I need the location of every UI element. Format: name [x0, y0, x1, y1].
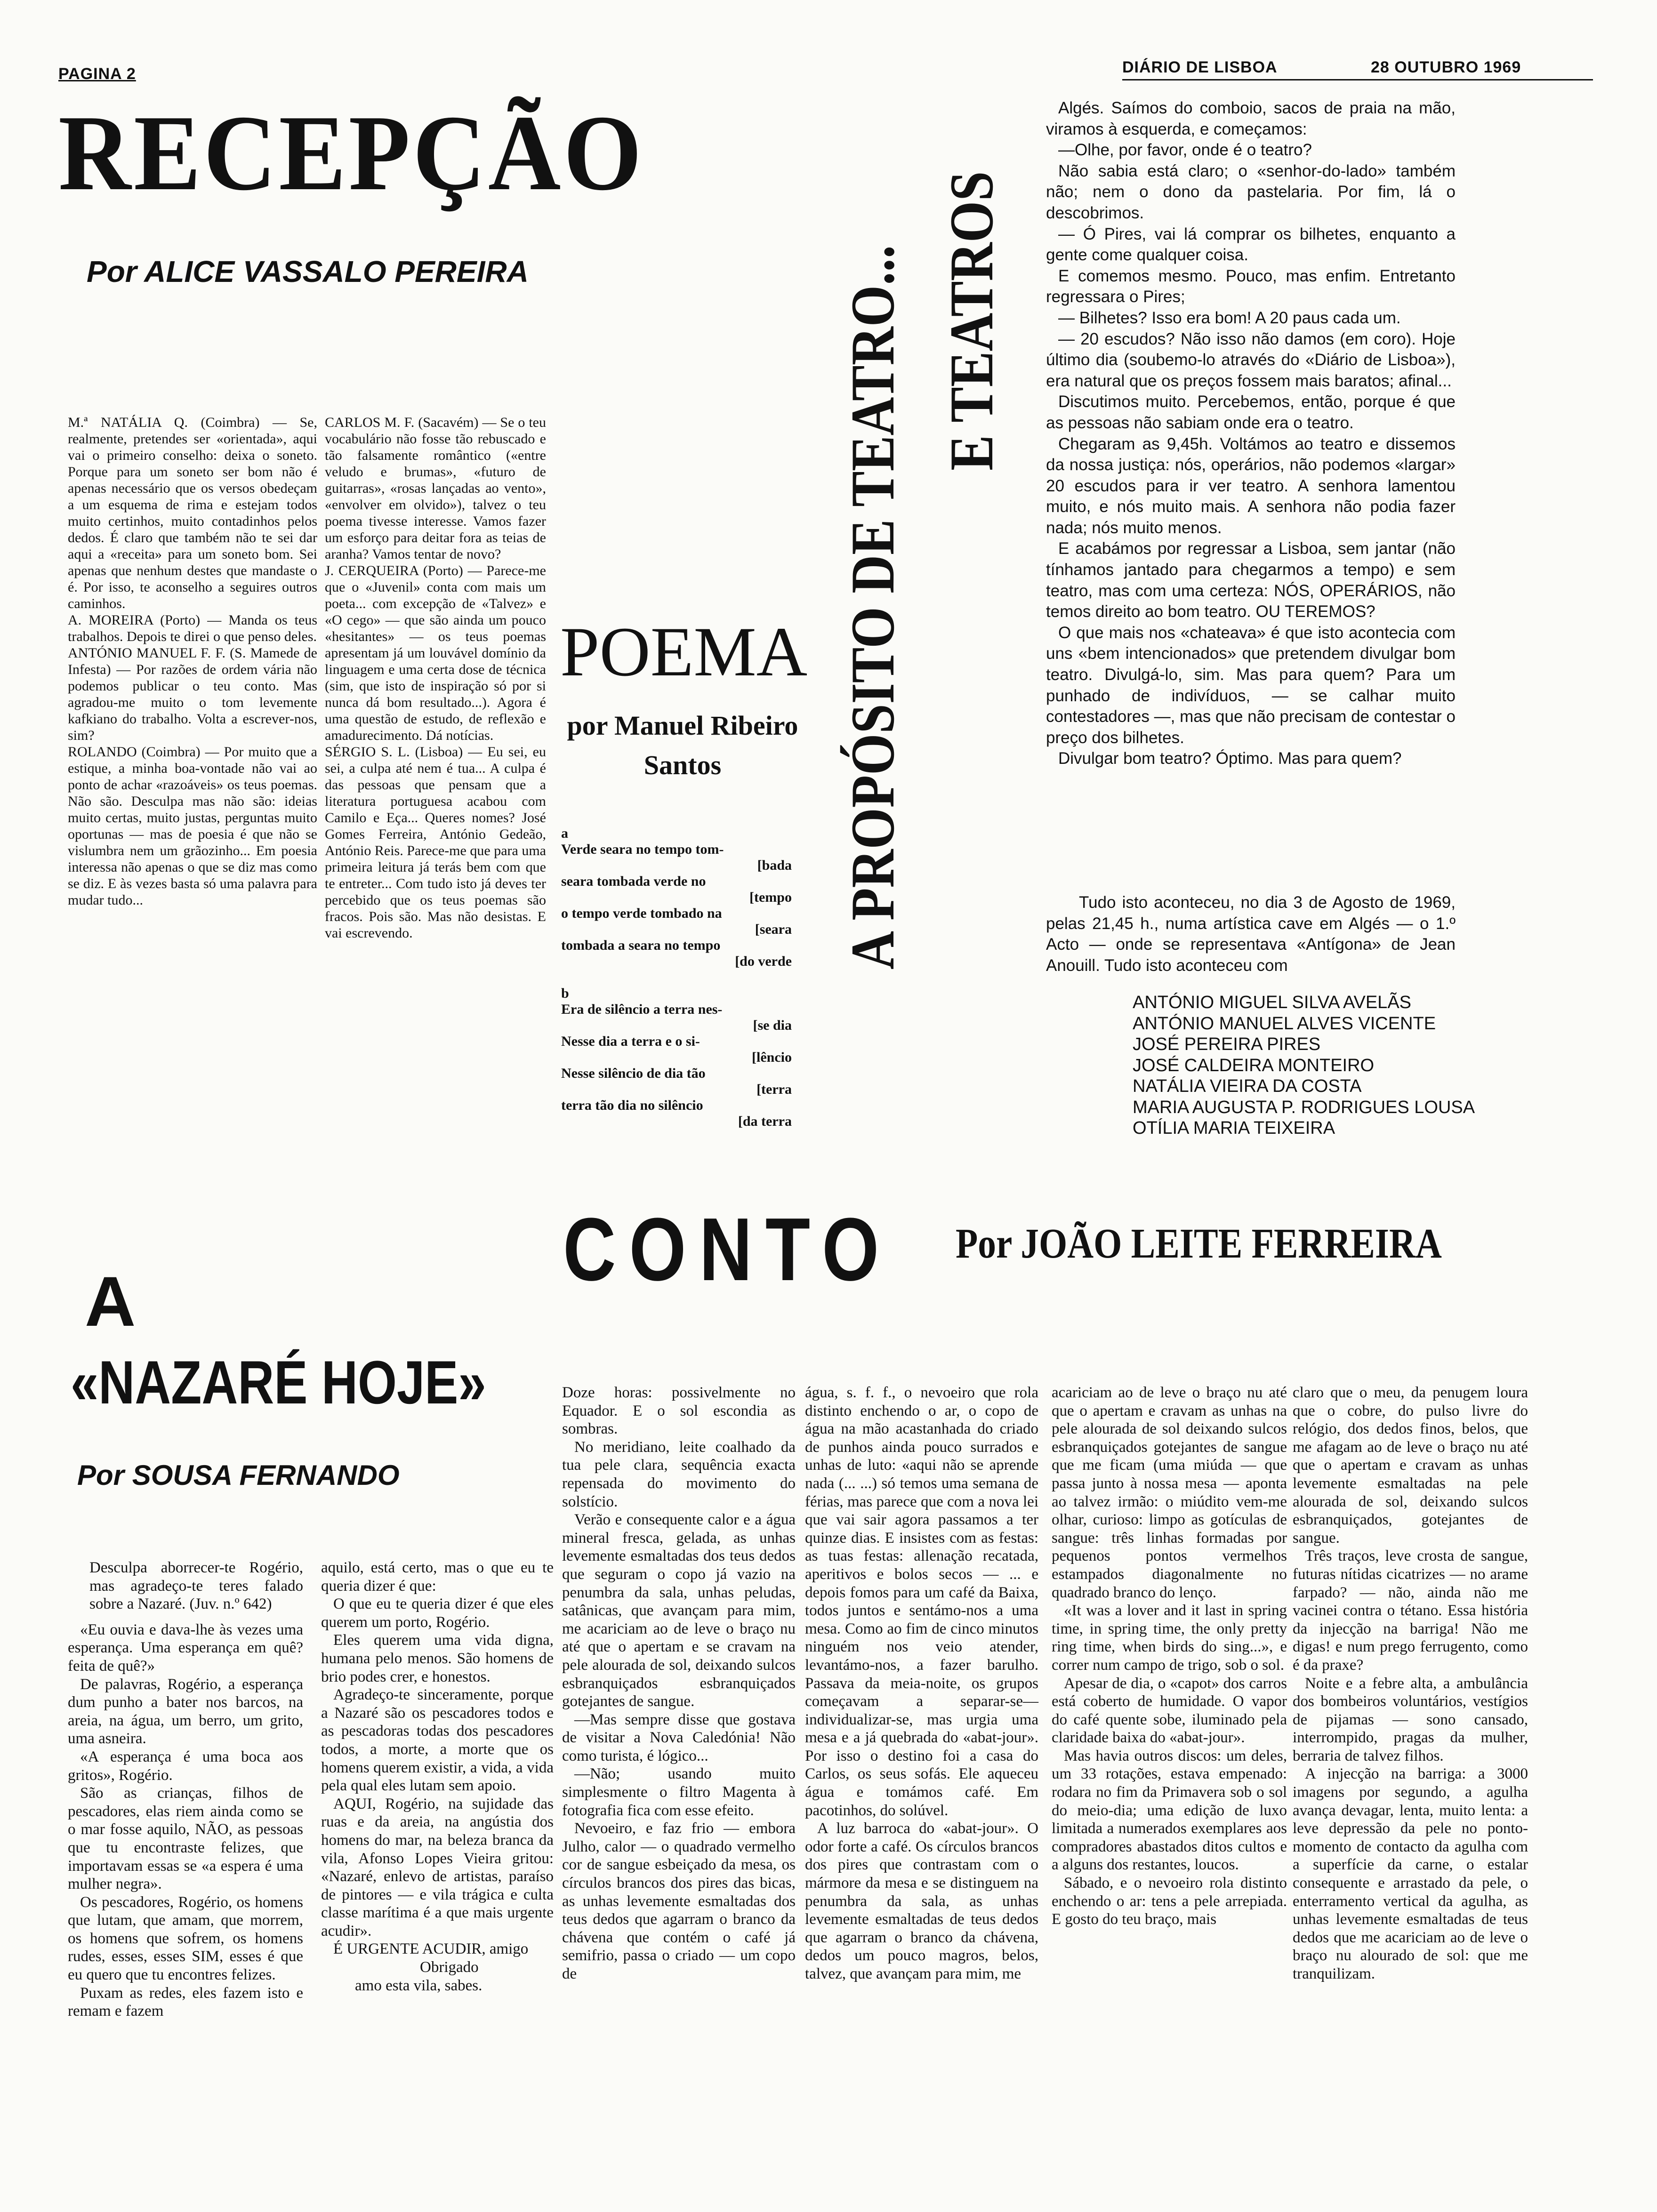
poema-byline — [560, 706, 805, 785]
conto-paragraph: Nevoeiro, e faz frio — embora Julho, calor — o quadrado vermelho cor de sangue esbeiçado da mesa, os círculos brancos dos pires das bicas, as unhas levemente esmaltadas dos teus dedos que agarram o branco da chávena que contém o café já semifrio, passa o criado — um copo de — [562, 1820, 796, 1982]
poem-line: [do verde — [735, 954, 792, 969]
poem-line: Verde seara no tempo tom- — [561, 842, 724, 857]
nazare-column-1 — [68, 1559, 303, 2020]
conto-paragraph: Noite e a febre alta, a ambulância dos bombeiros voluntários, vestígios de pijamas — sono cansado, interrompido, pragas da mulher, berraria de talvez filhos. — [1293, 1675, 1528, 1764]
conto-paragraph: No meridiano, leite coalhado da tua pele clara, sequência exacta repensada do movimento do solstício. — [562, 1438, 796, 1510]
poem-line: seara tombada verde no — [561, 874, 706, 889]
nazare-paragraph: Agradeço-te sinceramente, porque a Nazaré são os pescadores todos e as pescadoras todas dos pescadores todos, a morte, a morte que os homens querem existir, a vida, a vida pela qual eles lutam sem apoio. — [321, 1686, 554, 1795]
nazare-paragraph: Desculpa aborrecer-te Rogério, mas agradeço-te teres falado sobre a Nazaré. (Juv. n.º 642) — [89, 1559, 303, 1613]
poem-section-mark: b — [561, 986, 569, 1001]
teatro-paragraph: Discutimos muito. Percebemos, então, porque é que as pessoas não sabiam onde era o teatro. — [1046, 393, 1456, 432]
teatro-vertical-title-1: A PROPÓSITO DE TEATRO... — [838, 245, 907, 970]
conto-paragraph: «It was a lover and it last in spring time, in spring time, the only pretty ring time, when birds do sing...», e correr num campo de trigo, sob o sol. — [1052, 1602, 1287, 1674]
conto-paragraph: claro que o meu, da penugem loura que o cobre, do pulso livre do relógio, dos dedos finos, belos, que me afagam ao de leve o braço nu até que o apertam e cravam as unhas levemente esmaltadas na pele alourada de sol, deixando sulcos esbranquiçados, gotejantes de sangue. — [1293, 1384, 1528, 1547]
signatory-name: MARIA AUGUSTA P. RODRIGUES LOUSA — [1133, 1097, 1475, 1117]
conto-byline: Por JOÃO LEITE FERREIRA — [956, 1220, 1442, 1267]
poem-line: [lêncio — [752, 1050, 792, 1065]
teatro-paragraph: Algés. Saímos do comboio, sacos de praia na mão, viramos à esquerda, e começamos: — [1046, 99, 1456, 138]
conto-paragraph: acariciam ao de leve o braço nu até que o apertam e cravam as unhas na pele alourada de sol deixando sulcos esbranquiçados gotejantes de sangue que me ficam (uma miúda — que passa junto à nossa mesa — aponta ao talvez irmão: o miúdito vem-me olhar, curioso: limpo as gotículas de sangue: três linhas formadas por pequenos pontos vermelhos estampados diagonalmente no quadrado branco do lenço. — [1052, 1384, 1287, 1601]
conto-column-3 — [1052, 1384, 1287, 1929]
nazare-byline: Por SOUSA FERNANDO — [77, 1459, 400, 1491]
poem-line: [tempo — [749, 890, 792, 905]
signatory-name: OTÍLIA MARIA TEIXEIRA — [1133, 1118, 1335, 1138]
poem-line: terra tão dia no silêncio — [561, 1098, 703, 1113]
teatro-closing — [1046, 892, 1456, 976]
nazare-column-2 — [321, 1559, 554, 1995]
newspaper-name: DIÁRIO DE LISBOA — [1122, 58, 1278, 76]
poema-title: POEMA — [560, 613, 808, 691]
recepcao-answer: J. CERQUEIRA (Porto) — Parece-me que o «Juvenil» conta com mais um poeta... com excepção de «Talvez» e «O cego» — que são ainda um pouco «hesitantes» — os teus poemas apresentam já um louvável domínio da linguagem e uma certa dose de técnica (sim, que isto de inspiração só por si nunca dá bom resultado...). Agora é uma questão de estudo, de reflexão e amadurecimento. Dá notícias. — [325, 563, 546, 743]
recepcao-answer: ANTÓNIO MANUEL F. F. (S. Mamede de Infesta) — Por razões de ordem vária não podemos publicar o teu conto. Mas agradou-me muito o tom levemente kafkiano do trabalho. Volta a escrever-nos, sim? — [68, 645, 317, 743]
recepcao-answer: M.ª NATÁLIA Q. (Coimbra) — Se, realmente, pretendes ser «orientada», aqui vai o primeiro conselho: deixa o soneto. Porque para um soneto ser bom não é apenas necessário que os versos obedeçam a um esquema de rima e estejam todos muito certinhos, muito contadinhos pelos dedos. É claro que também não te sei dar aqui a «receita» para um soneto bom. Sei apenas que nenhum destes que mandaste o é. Por isso, te aconselho a seguires outros caminhos. — [68, 415, 317, 611]
recepcao-answer: ROLANDO (Coimbra) — Por muito que a estique, a minha boa-vontade não vai ao ponto de achar «razoáveis» os teus poemas. Não são. Desculpa mas não são: ideias muito certas, muito justas, perguntas muito oportunas — mas de poesia é que não se vislumbra nem um grãozinho... Em poesia interessa não apenas o que se diz mas como se diz. E às vezes basta só uma palavra para mudar tudo... — [68, 744, 317, 908]
recepcao-answer: SÉRGIO S. L. (Lisboa) — Eu sei, eu sei, a culpa até nem é tua... A culpa é das pessoas que pensam que a literatura portuguesa acabou com Camilo e Eça... Queres nomes? José Gomes Ferreira, António Gedeão, António Reis. Parece-me que para uma primeira leitura já terás bem com que te entreter... Com tudo isto já deves ter percebido que os teus poemas são fracos. Pois são. Mas não desistas. E vai escrevendo. — [325, 744, 546, 941]
teatro-closing-text: Tudo isto aconteceu, no dia 3 de Agosto de 1969, pelas 21,45 h., numa artística cave em Algés — o 1.º Acto — onde se representava «Antígona» de Jean Anouill. Tudo isto aconteceu com — [1046, 893, 1456, 975]
conto-paragraph: A luz barroca do «abat-jour». O odor forte a café. Os círculos brancos dos pires que contrastam com o mármore da mesa e se distinguem na penumbra da sala, as unhas levemente esmaltadas de teus dedos que agarram o branco da chávena, dedos um pouco magros, belos, talvez, que avançam para mim, me — [805, 1820, 1038, 1982]
conto-paragraph: —Não; usando muito simplesmente o filtro Magenta à fotografia fica com esse efeito. — [562, 1765, 796, 1819]
nazare-paragraph: É URGENTE ACUDIR, amigo — [333, 1940, 529, 1958]
recepcao-answer: CARLOS M. F. (Sacavém) — Se o teu vocabulário não fosse tão rebuscado e tão falsamente romântico («entre veludo e brumas», «futuro de guitarras», «rosas lançadas ao vento», «envolver em olvido»), talvez o teu poema tivesse interesse. Vamos fazer um esforço para deitar fora as teias de aranha? Vamos tentar de novo? — [325, 415, 546, 562]
teatro-paragraph: Não sabia está claro; o «senhor-do-lado» também não; nem o dono da pastelaria. Por fim, lá o descobrimos. — [1046, 161, 1456, 222]
page-label: PAGINA 2 — [58, 65, 136, 83]
issue-date: 28 OUTUBRO 1969 — [1371, 58, 1521, 76]
poem-line: Nesse dia a terra e o si- — [561, 1034, 700, 1049]
conto-paragraph: A injecção na barriga: a 3000 imagens por segundo, a agulha avança devagar, lenta, muito lenta: a leve depressão da pele no ponto-momento de contacto da agulha com a superfície da carne, o estalar consequente e arrastado da pele, o enterramento vertical da agulha, as unhas levemente esmaltadas de teus dedos que me acariciam ao de leve o braço nu alourado de sol: que me tranquilizam. — [1293, 1765, 1528, 1982]
recepcao-column-1 — [68, 414, 317, 908]
conto-title: CONTO — [563, 1200, 893, 1299]
poem-line: [da terra — [738, 1114, 792, 1129]
signatory-name: JOSÉ PEREIRA PIRES — [1133, 1034, 1321, 1054]
poem-line: [seara — [755, 922, 792, 937]
poem-section-mark: a — [561, 825, 568, 841]
recepcao-answer: A. MOREIRA (Porto) — Manda os teus trabalhos. Depois te direi o que penso deles. — [68, 612, 317, 644]
teatro-paragraph: — 20 escudos? Não isso não damos (em coro). Hoje último dia (soubemo-lo através do «Diário de Lisboa»), era natural que os preços fossem mais baratos; afinal... — [1046, 329, 1456, 390]
signatory-name: JOSÉ CALDEIRA MONTEIRO — [1133, 1055, 1375, 1075]
poem-line: o tempo verde tombado na — [561, 906, 722, 921]
nazare-paragraph: aquilo, está certo, mas o que eu te queria dizer é que: — [321, 1559, 554, 1595]
signatory-name: ANTÓNIO MANUEL ALVES VICENTE — [1133, 1013, 1436, 1034]
recepcao-title: RECEPÇÃO — [58, 93, 644, 213]
conto-paragraph: Mas havia outros discos: um deles, um 33 rotações, estava empenado: rodara no fim da Primavera sob o sol do meio-dia; uma edição de luxo limitada a numerados exemplares aos compradores abastados ditos cultos e a alguns dos restantes, loucos. — [1052, 1747, 1287, 1874]
poema-byline-line-1: por Manuel Ribeiro — [567, 710, 798, 741]
poema-byline-line-2: Santos — [643, 750, 722, 780]
recepcao-column-2 — [325, 414, 546, 941]
conto-paragraph: água, s. f. f., o nevoeiro que rola distinto enchendo o ar, o copo de água na mão acastanhada do criado de punhos ainda pouco surrados e unhas de luto: «aqui não se aprende nada (... ...) só temos uma semana de férias, mas parece que com a nova lei que vai sair agora passamos a ter quinze dias. E insistes com as festas: as tuas festas: allenação recatada, aperitivos e bolos secos — ... e depois fomos para um café da Baixa, todos juntos e sentámo-nos a uma mesa. Como ao fim de cinco minutos ninguém nos veio atender, levantámo-nos, a fazer barulho. Passava da meia-noite, os grupos começavam a separar-se—individualizar-se, mas urgia uma mesa e a já quebrada do «abat-jour». Por isso o destino foi a casa do Carlos, os seus sofás. Ele aqueceu água e tomámos café. Em pacotinhos, do solúvel. — [805, 1384, 1038, 1819]
poem-line: [bada — [757, 858, 792, 873]
nazare-closing-2: amo esta vila, sabes. — [355, 1977, 483, 1994]
signatory-name: NATÁLIA VIEIRA DA COSTA — [1133, 1076, 1362, 1096]
header-rule — [1122, 79, 1593, 80]
poem-line: [se dia — [753, 1018, 792, 1033]
poem-line: tombada a seara no tempo — [561, 938, 721, 953]
teatro-paragraph: Divulgar bom teatro? Óptimo. Mas para quem? — [1058, 749, 1402, 768]
conto-column-4 — [1293, 1384, 1528, 1983]
nazare-paragraph: De palavras, Rogério, a esperança dum punho a bater nos barcos, na areia, na água, um berro, um grito, uma asneira. — [68, 1675, 303, 1747]
nazare-closing: Obrigado — [420, 1959, 479, 1976]
nazare-title-line-2: «NAZARÉ HOJE» — [71, 1348, 486, 1417]
recepcao-byline: Por ALICE VASSALO PEREIRA — [87, 255, 529, 289]
conto-paragraph: Sábado, e o nevoeiro rola distinto enchendo o ar: tens a pele arrepiada. E gosto do teu braço, mais — [1052, 1875, 1287, 1928]
poem-line: Era de silêncio a terra nes- — [561, 1002, 723, 1017]
teatro-paragraph: E acabámos por regressar a Lisboa, sem jantar (não tínhamos jantado para chegarmos a tempo) e sem teatro, mas com uma certeza: NÓS, OPERÁRIOS, não temos direito ao bom teatro. OU TEREMOS? — [1046, 539, 1456, 621]
teatro-paragraph: O que mais nos «chateava» é que isto acontecia com uns «bem intencionados» que pretendem divulgar bom teatro. Divulgá-lo, sim. Mas para quem? Para um punhado de indivíduos, — se calhar muito contestadores —, mas que não precisam de contestar o preço dos bilhetes. — [1046, 623, 1456, 747]
nazare-paragraph: AQUI, Rogério, na sujidade das ruas e da areia, na angústia dos homens do mar, na beleza branca da vila, Afonso Lopes Vieira gritou: «Nazaré, enlevo de artistas, paraíso de pintores — e vila trágica e culta classe marítima é a que mais urgente acudir». — [321, 1795, 554, 1940]
conto-paragraph: Três traços, leve crosta de sangue, futuras nítidas cicatrizes — no arame farpado? — não, ainda não me vacinei contra o tétano. Essa história da injecção na barriga! Não me digas! e num prego ferrugento, como é da praxe? — [1293, 1547, 1528, 1674]
poem-line: Nesse silêncio de dia tão — [561, 1066, 706, 1081]
conto-column-2 — [805, 1384, 1038, 1983]
teatro-paragraph: Chegaram as 9,45h. Voltámos ao teatro e dissemos da nossa justiça: nós, operários, não podemos «largar» 20 escudos para ir ver teatro. A senhora lamentou muito, e nós muito mais. A senhora não podia fazer nada; nós muito menos. — [1046, 434, 1456, 537]
poem-text — [561, 825, 792, 1130]
conto-column-1 — [562, 1384, 796, 1983]
signatory-list — [1133, 992, 1475, 1139]
nazare-paragraph: Eles querem uma vida digna, humana pelo menos. São homens de brio podes crer, e honestos. — [321, 1632, 554, 1685]
teatro-vertical-title-2: E TEATROS — [937, 171, 1006, 471]
teatro-paragraph: —Olhe, por favor, onde é o teatro? — [1058, 141, 1312, 160]
teatro-article — [1046, 98, 1456, 769]
conto-paragraph: —Mas sempre disse que gostava de visitar a Nova Caledónia! Não como turista, é lógico... — [562, 1711, 796, 1764]
nazare-paragraph: Os pescadores, Rogério, os homens que lutam, que amam, que morrem, os homens que sofrem, os homens rudes, esses, esses SIM, esses é que eu quero que tu encontres felizes. — [68, 1893, 303, 1984]
poem-line: [terra — [756, 1082, 792, 1097]
teatro-paragraph: — Ó Pires, vai lá comprar os bilhetes, enquanto a gente come qualquer coisa. — [1046, 224, 1456, 264]
nazare-paragraph: O que eu te queria dizer é que eles querem um porto, Rogério. — [321, 1595, 554, 1631]
conto-paragraph: Verão e consequente calor e a água mineral fresca, gelada, as unhas levemente esmaltadas dos teus dedos que seguram o copo já vazio na penumbra da sala, unhas peludas, satânicas, que avançam para mim, me acariciam ao de leve o braço nu até que o apertam e se cravam na pele alourada de sol, deixando sulcos esbranquiçados esbranquiçados gotejantes de sangue. — [562, 1511, 796, 1710]
nazare-title-line-1: A — [85, 1262, 136, 1341]
teatro-paragraph: E comemos mesmo. Pouco, mas enfim. Entretanto regressara o Pires; — [1046, 266, 1456, 306]
teatro-paragraph: — Bilhetes? Isso era bom! A 20 paus cada um. — [1058, 308, 1401, 327]
nazare-paragraph: Puxam as redes, eles fazem isto e remam e fazem — [68, 1984, 303, 2020]
conto-paragraph: Doze horas: possivelmente no Equador. E o sol escondia as sombras. — [562, 1384, 796, 1438]
nazare-paragraph: «Eu ouvia e dava-lhe às vezes uma esperança. Uma esperança em quê? feita de quê?» — [68, 1621, 303, 1675]
nazare-paragraph: «A esperança é uma boca aos gritos», Rogério. — [68, 1748, 303, 1784]
conto-paragraph: Apesar de dia, o «capot» dos carros está coberto de humidade. O vapor do café quente sobe, iluminado pela claridade baixa do «abat-jour». — [1052, 1675, 1287, 1747]
signatory-name: ANTÓNIO MIGUEL SILVA AVELÃS — [1133, 993, 1412, 1012]
nazare-paragraph: São as crianças, filhos de pescadores, elas riem ainda como se o mar fosse aquilo, NÃO, as pessoas que tu encontraste felizes, que importavam essas se «a espera é uma mulher negra». — [68, 1785, 303, 1893]
